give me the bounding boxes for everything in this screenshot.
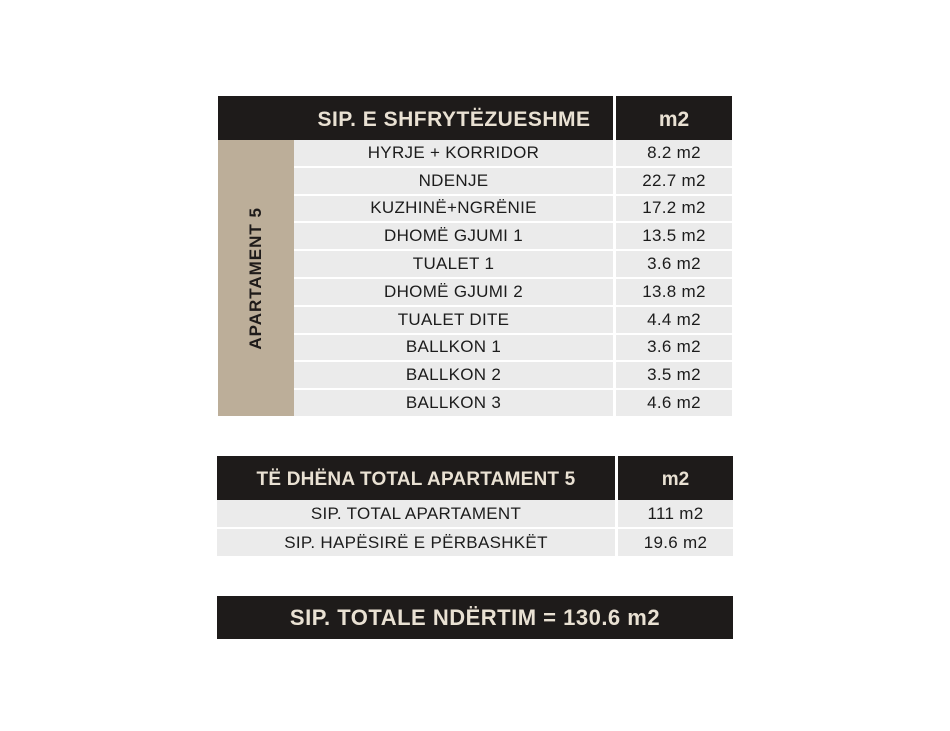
room-area: 8.2 m2 [613,140,732,166]
table-row [294,388,732,416]
total-area: 19.6 m2 [615,529,733,556]
table-row [294,360,732,388]
room-area: 13.8 m2 [613,279,732,305]
room-area: 3.6 m2 [613,335,732,361]
apartment-side-label [218,140,294,416]
room-area: 13.5 m2 [613,223,732,249]
table-row [294,140,732,166]
table1-header [218,96,732,140]
apartment-side-label-text: APARTAMENT 5 [246,206,265,350]
room-name: TUALET 1 [294,251,613,277]
total-name: SIP. TOTAL APARTAMENT [217,500,615,527]
total-construction-bar [217,596,733,639]
room-name: DHOMË GJUMI 2 [294,279,613,305]
room-area: 22.7 m2 [613,168,732,194]
total-name: SIP. HAPËSIRË E PËRBASHKËT [217,529,615,556]
apartment-totals-table [217,456,733,556]
table2-header-label: TË DHËNA TOTAL APARTAMENT 5 [256,469,576,490]
room-area: 4.4 m2 [613,307,732,333]
table-row [217,527,733,556]
table-row [294,166,732,194]
room-name: NDENJE [294,168,613,194]
room-name: HYRJE + KORRIDOR [294,140,613,166]
table2-header [217,456,733,500]
usable-area-table [218,96,732,416]
total-area: 111 m2 [615,500,733,527]
room-name: KUZHINË+NGRËNIE [294,196,613,222]
table1-rows [294,140,732,416]
table1-header-unit: m2 [658,108,690,131]
room-name: BALLKON 3 [294,390,613,416]
table-row [294,221,732,249]
table-row [294,277,732,305]
total-construction-label: SIP. TOTALE NDËRTIM = 130.6 m2 [289,604,661,630]
room-name: BALLKON 2 [294,362,613,388]
room-area: 3.5 m2 [613,362,732,388]
room-name: DHOMË GJUMI 1 [294,223,613,249]
table2-rows [217,500,733,556]
table-row [294,333,732,361]
room-area: 17.2 m2 [613,196,732,222]
table2-header-unit: m2 [661,469,690,490]
table-row [294,249,732,277]
room-name: TUALET DITE [294,307,613,333]
table1-header-label: SIP. E SHFRYTËZUESHME [317,108,591,131]
room-name: BALLKON 1 [294,335,613,361]
room-area: 3.6 m2 [613,251,732,277]
table-row [217,500,733,527]
table-row [294,194,732,222]
table-row [294,305,732,333]
room-area: 4.6 m2 [613,390,732,416]
